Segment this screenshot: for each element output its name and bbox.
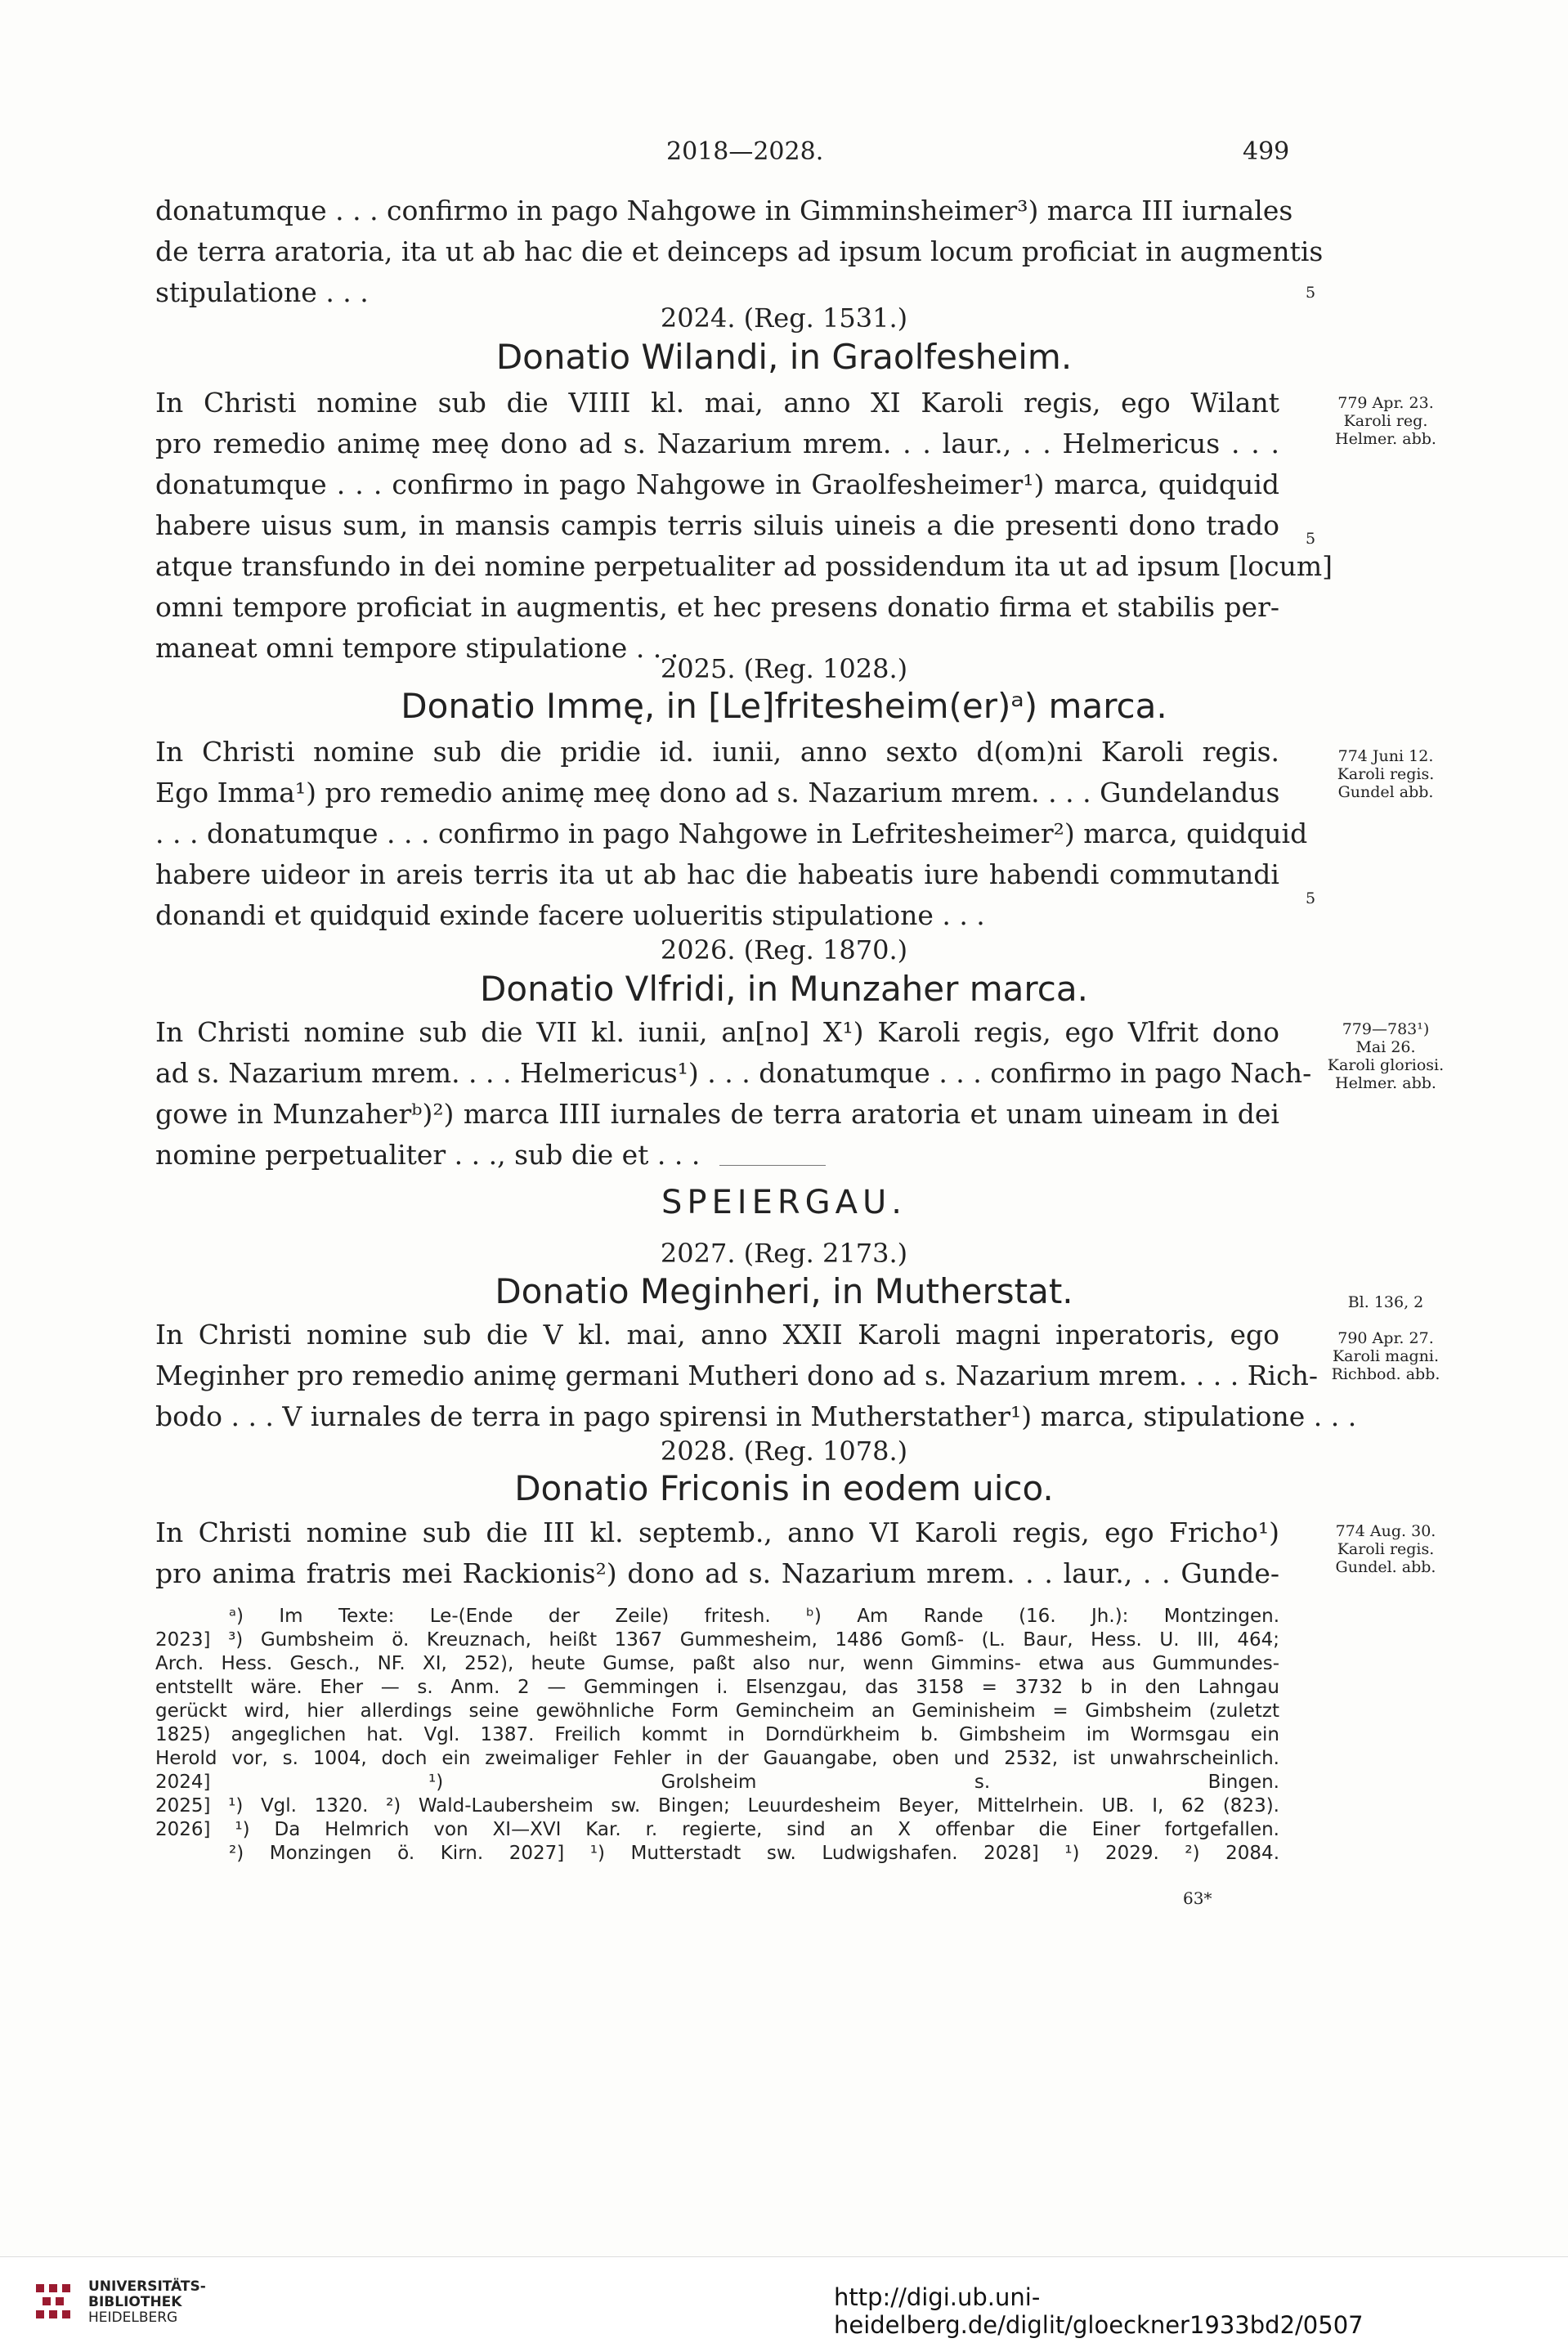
text-line: atque transfundo in dei nomine perpetualiter ad possidendum ita ut ad ipsum [locum] bbox=[155, 550, 1333, 582]
text-line: pro anima fratris mei Rackionis²) dono ad s. Nazarium mrem. . . laur., . . Gunde- bbox=[155, 1557, 1279, 1589]
footnote-line: 2023] ³) Gumbsheim ö. Kreuznach, heißt 1367 Gummesheim, 1486 Gomß- (L. Baur, Hess. U. III, 464; bbox=[155, 1629, 1279, 1651]
margin-note bbox=[1316, 1020, 1455, 1092]
text-line: donandi et quidquid exinde facere uolueritis stipulatione . . . bbox=[155, 899, 985, 931]
margin-ruler: Karoli magni. bbox=[1332, 1347, 1440, 1365]
text-line: nomine perpetualiter . . ., sub die et . . . bbox=[155, 1139, 701, 1171]
margin-line-number: 5 bbox=[1306, 530, 1316, 548]
entry-text bbox=[155, 1012, 1312, 1176]
footnote-line: 1825) angeglichen hat. Vgl. 1387. Freilich kommt in Dorndürkheim b. Gimbsheim im Wormsgau ein bbox=[155, 1724, 1279, 1745]
margin-ruler: Karoli regis. bbox=[1337, 1540, 1435, 1558]
text-line: In Christi nomine sub die III kl. septemb., anno VI Karoli regis, ego Fricho¹) bbox=[155, 1516, 1279, 1548]
entry-reg: 2028. (Reg. 1078.) bbox=[660, 1436, 908, 1467]
text-line: In Christi nomine sub die pridie id. iunii, anno sexto d(om)ni Karoli regis. bbox=[155, 736, 1279, 768]
footnote-line: Arch. Hess. Gesch., NF. XI, 252), heute Gumse, paßt also nur, wenn Gimmins- etwa aus Gummundes- bbox=[155, 1653, 1279, 1674]
margin-note bbox=[1316, 394, 1455, 448]
margin-date-day: Mai 26. bbox=[1355, 1038, 1416, 1056]
footnote-line: gerückt wird, hier allerdings seine gewöhnliche Form Gemincheim an Geminisheim = Gimbsheim (zuletzt bbox=[155, 1700, 1279, 1722]
entry-title: Donatio Immę, in [Le]fritesheim(er)ᵃ) marca. bbox=[401, 686, 1167, 726]
library-name-line: BIBLIOTHEK bbox=[88, 2294, 182, 2310]
margin-date: 774 Juni 12. bbox=[1337, 747, 1434, 765]
text-line: bodo . . . V iurnales de terra in pago spirensi in Mutherstather¹) marca, stipulatione . . . bbox=[155, 1400, 1357, 1432]
signature-mark: 63* bbox=[1183, 1888, 1212, 1908]
library-name-line: HEIDELBERG bbox=[88, 2309, 178, 2326]
text-line: Ego Imma¹) pro remedio animę meę dono ad s. Nazarium mrem. . . . Gundelandus bbox=[155, 777, 1280, 809]
entry-title: Donatio Vlfridi, in Munzaher marca. bbox=[480, 969, 1088, 1009]
text-line: In Christi nomine sub die V kl. mai, anno XXII Karoli magni inperatoris, ego bbox=[155, 1319, 1279, 1351]
margin-date: 790 Apr. 27. bbox=[1337, 1329, 1434, 1347]
entry-text bbox=[155, 732, 1308, 936]
text-line: habere uideor in areis terris ita ut ab hac die habeatis iure habendi commutandi bbox=[155, 858, 1279, 890]
text-line: In Christi nomine sub die VII kl. iunii, an[no] X¹) Karoli regis, ego Vlfrit dono bbox=[155, 1016, 1279, 1048]
text-line: donatumque . . . confirmo in pago Nahgowe in Graolfesheimer¹) marca, quidquid bbox=[155, 468, 1279, 500]
margin-abbot: Richbod. abb. bbox=[1331, 1365, 1440, 1383]
text-line: habere uisus sum, in mansis campis terris siluis uineis a die presenti dono trado bbox=[155, 509, 1279, 541]
text-line: omni tempore proficiat in augmentis, et hec presens donatio firma et stabilis per- bbox=[155, 591, 1279, 623]
permalink-url[interactable]: http://digi.ub.uni-heidelberg.de/diglit/gloeckner1933bd2/0507 bbox=[834, 2283, 1364, 2339]
text-line: stipulatione . . . bbox=[155, 276, 369, 308]
text-line: gowe in Munzaherᵇ)²) marca IIII iurnales de terra aratoria et unam uineam in dei bbox=[155, 1098, 1279, 1130]
margin-ruler: Karoli gloriosi. bbox=[1327, 1056, 1445, 1074]
entry-title: Donatio Wilandi, in Graolfesheim. bbox=[495, 337, 1073, 377]
margin-date: 779—783¹) bbox=[1342, 1020, 1430, 1038]
library-name-line: UNIVERSITÄTS- bbox=[88, 2278, 206, 2295]
text-line: . . . donatumque . . . confirmo in pago Nahgowe in Lefritesheimer²) marca, quidquid bbox=[155, 818, 1308, 849]
margin-ruler: Karoli reg. bbox=[1343, 412, 1428, 430]
library-logo-icon bbox=[33, 2281, 74, 2322]
footnote-line: ²) Monzingen ö. Kirn. 2027] ¹) Mutterstadt sw. Ludwigshafen. 2028] ¹) 2029. ²) 2084. bbox=[229, 1843, 1279, 1864]
text-line: pro remedio animę meę dono ad s. Nazarium mrem. . . laur., . . Helmericus . . . bbox=[155, 428, 1279, 459]
library-name bbox=[88, 2279, 206, 2326]
entry-text bbox=[155, 1315, 1357, 1437]
text-line: Meginher pro remedio animę germani Mutheri dono ad s. Nazarium mrem. . . . Rich- bbox=[155, 1360, 1318, 1391]
margin-note bbox=[1316, 1293, 1455, 1383]
footnote-line: entstellt wäre. Eher — s. Anm. 2 — Gemmingen i. Elsenzgau, das 3158 = 3732 b in den Lahngau bbox=[155, 1677, 1279, 1698]
margin-date: 779 Apr. 23. bbox=[1337, 394, 1434, 412]
text-line: donatumque . . . confirmo in pago Nahgowe in Gimminsheimer³) marca III iurnales bbox=[155, 195, 1293, 226]
text-line: de terra aratoria, ita ut ab hac die et deinceps ad ipsum locum proficiat in augmentis bbox=[155, 235, 1324, 267]
margin-note bbox=[1316, 747, 1455, 801]
margin-abbot: Gundel abb. bbox=[1337, 783, 1434, 801]
footnotes bbox=[155, 1605, 1279, 1866]
margin-abbot: Gundel. abb. bbox=[1335, 1558, 1436, 1576]
entry-reg: 2025. (Reg. 1028.) bbox=[660, 653, 908, 684]
footnote-line: 2025] ¹) Vgl. 1320. ²) Wald-Laubersheim sw. Bingen; Leuurdesheim Beyer, Mittelrhein. UB. I, 62 (823). bbox=[155, 1795, 1279, 1817]
running-header-range: 2018—2028. bbox=[666, 137, 824, 166]
margin-note bbox=[1316, 1522, 1455, 1576]
text-line: maneat omni tempore stipulatione . . . bbox=[155, 632, 679, 664]
entry-text bbox=[155, 1512, 1279, 1594]
entry-reg: 2027. (Reg. 2173.) bbox=[660, 1238, 908, 1269]
section-divider bbox=[719, 1165, 826, 1166]
margin-folio: Bl. 136, 2 bbox=[1347, 1293, 1424, 1311]
margin-ruler: Karoli regis. bbox=[1337, 765, 1435, 783]
footnote-line: ᵃ) Im Texte: Le-(Ende der Zeile) fritesh. ᵇ) Am Rande (16. Jh.): Montzingen. bbox=[229, 1606, 1279, 1627]
entry-title: Donatio Friconis in eodem uico. bbox=[514, 1468, 1054, 1508]
text-line: ad s. Nazarium mrem. . . . Helmericus¹) . . . donatumque . . . confirmo in pago Nach- bbox=[155, 1057, 1312, 1089]
footnote-line: 2026] ¹) Da Helmrich von XI—XVI Kar. r. regierte, sind an X offenbar die Einer fortgefallen. bbox=[155, 1819, 1279, 1840]
entry-title: Donatio Meginheri, in Mutherstat. bbox=[495, 1271, 1073, 1311]
margin-abbot: Helmer. abb. bbox=[1335, 430, 1436, 448]
footnote-line: Herold vor, s. 1004, doch ein zweimaliger Fehler in der Gauangabe, oben und 2532, ist unwahrscheinlich. bbox=[155, 1748, 1279, 1769]
footnote-line: 2024] ¹) Grolsheim s. Bingen. bbox=[155, 1772, 1279, 1793]
margin-line-number: 5 bbox=[1306, 284, 1316, 302]
entry-reg: 2024. (Reg. 1531.) bbox=[660, 302, 908, 334]
section-heading: SPEIERGAU. bbox=[661, 1184, 907, 1221]
text-line: In Christi nomine sub die VIIII kl. mai, anno XI Karoli regis, ego Wilant bbox=[155, 387, 1279, 419]
margin-abbot: Helmer. abb. bbox=[1335, 1074, 1436, 1092]
intro-paragraph bbox=[155, 190, 1324, 313]
entry-text bbox=[155, 383, 1333, 669]
margin-date: 774 Aug. 30. bbox=[1335, 1522, 1436, 1540]
entry-reg: 2026. (Reg. 1870.) bbox=[660, 934, 908, 965]
page-number: 499 bbox=[1243, 137, 1290, 166]
margin-line-number: 5 bbox=[1306, 889, 1316, 907]
